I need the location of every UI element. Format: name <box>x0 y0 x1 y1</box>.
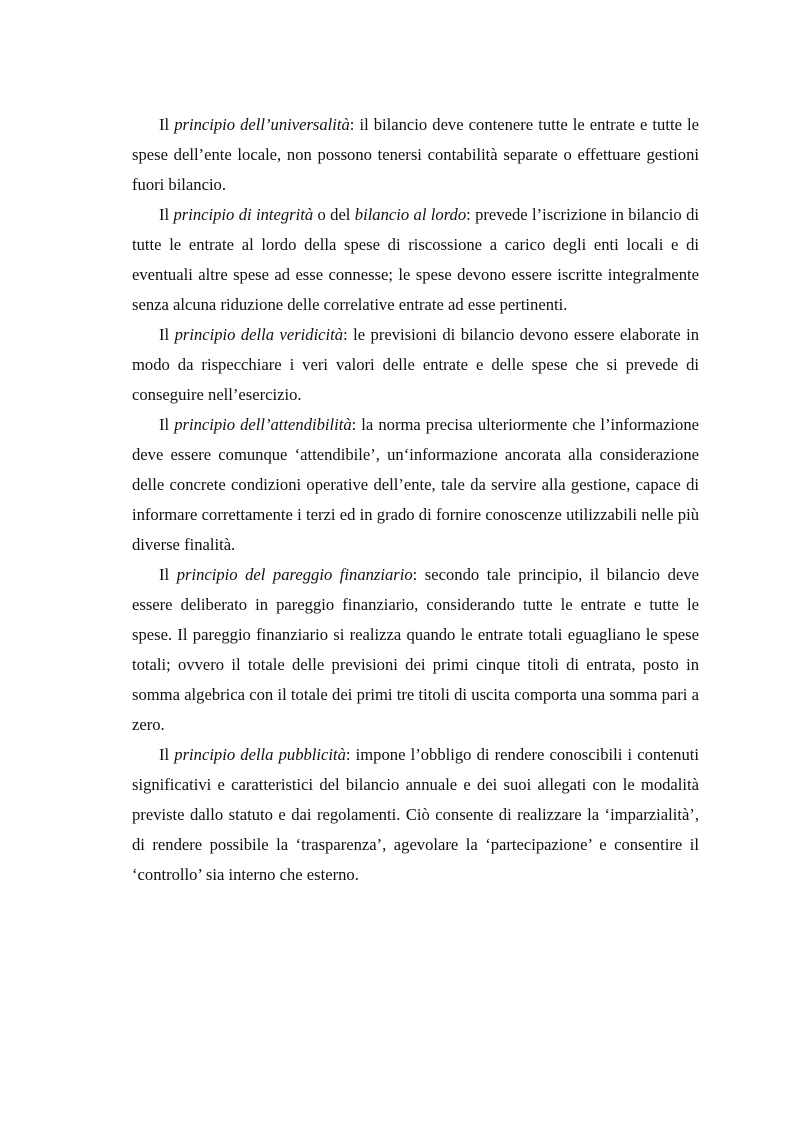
paragraph-body: : secondo tale principio, il bilancio deve essere deliberato in pareggio finanziario, considerando tutte le entrate e tutte le spese. Il pareggio finanziario si realizza quando le entrate totali eguagliano le spese totali; ovvero il totale delle previsioni dei primi cinque titoli di entrata, posto in somma algebrica con il totale dei primi tre titoli di uscita comporta una somma pari a zero. <box>132 565 699 734</box>
paragraph-body: : le previsioni di bilancio devono essere elaborate in modo da rispecchiare i veri valori delle entrate e delle spese che si prevede di conseguire nell’esercizio. <box>132 325 700 404</box>
principle-term: principio della veridicità <box>174 325 344 344</box>
paragraph-lead: Il <box>159 565 177 584</box>
paragraph-universalita <box>132 110 699 200</box>
principle-term: principio del pareggio finanziario <box>176 565 413 584</box>
paragraph-integrita <box>132 200 699 320</box>
principle-term: principio dell’universalità <box>174 115 350 134</box>
paragraph-body: : prevede l’iscrizione in bilancio di tutte le entrate al lordo della spese di riscossione a carico degli enti locali e di eventuali altre spese ad esse connesse; le spese devono essere iscritte integralmente senza alcuna riduzione delle correlative entrate ad esse pertinenti. <box>132 205 699 314</box>
paragraph-lead: Il <box>159 115 175 134</box>
body-text <box>132 110 699 890</box>
principle-term: principio della pubblicità <box>174 745 346 764</box>
principle-term: principio di integrità <box>173 205 314 224</box>
principle-term-alt: bilancio al lordo <box>354 205 467 224</box>
paragraph-lead: Il <box>159 325 175 344</box>
paragraph-connector: o del <box>313 205 355 224</box>
paragraph-lead: Il <box>159 205 174 224</box>
paragraph-pubblicita <box>132 740 699 890</box>
paragraph-body: : impone l’obbligo di rendere conoscibili i contenuti significativi e caratteristici del bilancio annuale e dei suoi allegati con le modalità previste dallo statuto e dai regolamenti. Ciò consente di realizzare la ‘imparzialità’, di rendere possibile la ‘trasparenza’, agevolare la ‘partecipazione’ e consentire il ‘controllo’ sia interno che esterno. <box>132 745 699 884</box>
paragraph-body: : il bilancio deve contenere tutte le entrate e tutte le spese dell’ente locale, non possono tenersi contabilità separate o effettuare gestioni fuori bilancio. <box>132 115 699 194</box>
paragraph-pareggio <box>132 560 699 740</box>
paragraph-lead: Il <box>159 745 175 764</box>
paragraph-attendibilita <box>132 410 699 560</box>
paragraph-body: : la norma precisa ulteriormente che l’informazione deve essere comunque ‘attendibile’, un‘informazione ancorata alla considerazione delle concrete condizioni operative dell’ente, tale da servire alla gestione, capace di informare correttamente i terzi ed in grado di fornire conoscenze utilizzabili nelle più diverse finalità. <box>132 415 699 554</box>
paragraph-lead: Il <box>159 415 175 434</box>
paragraph-veridicita <box>132 320 699 410</box>
principle-term: principio dell’attendibilità <box>174 415 352 434</box>
